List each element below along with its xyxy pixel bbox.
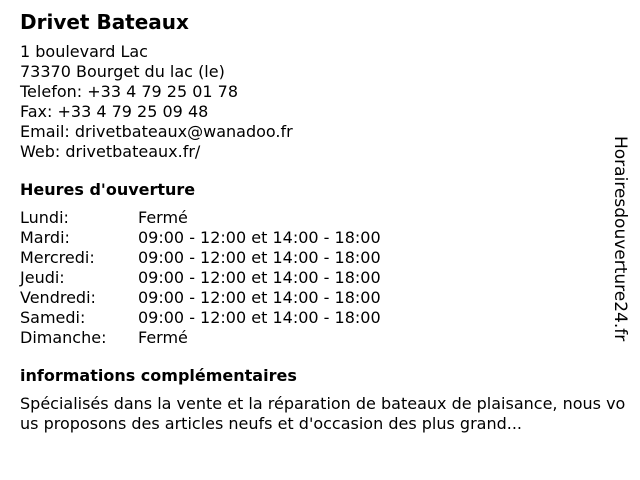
day-label: Dimanche: (20, 328, 107, 347)
hours-row (20, 248, 381, 268)
business-card (20, 8, 626, 434)
time-value: Fermé (138, 208, 188, 227)
day-label: Jeudi: (20, 268, 65, 287)
contact-block (20, 42, 620, 162)
day-label: Samedi: (20, 308, 86, 327)
phone-line: Telefon: +33 4 79 25 01 78 (20, 82, 239, 101)
hours-row (20, 328, 381, 348)
hours-row (20, 308, 381, 328)
additional-info-heading: informations complémentaires (20, 366, 297, 385)
business-name: Drivet Bateaux (20, 10, 189, 34)
hours-row (20, 288, 381, 308)
opening-hours-heading: Heures d'ouverture (20, 180, 196, 199)
time-value: 09:00 - 12:00 et 14:00 - 18:00 (138, 248, 381, 267)
time-value: 09:00 - 12:00 et 14:00 - 18:00 (138, 268, 381, 287)
email-line: Email: drivetbateaux@wanadoo.fr (20, 122, 293, 141)
address-line-1: 1 boulevard Lac (20, 42, 148, 61)
address-line-2: 73370 Bourget du lac (le) (20, 62, 225, 81)
fax-line: Fax: +33 4 79 25 09 48 (20, 102, 209, 121)
day-label: Mercredi: (20, 248, 95, 267)
web-line: Web: drivetbateaux.fr/ (20, 142, 201, 161)
hours-row (20, 228, 381, 248)
business-description: Spécialisés dans la vente et la réparation de bateaux de plaisance, nous vous proposons des articles neufs et d'occasion des plus grand... (20, 394, 626, 433)
time-value: 09:00 - 12:00 et 14:00 - 18:00 (138, 228, 381, 247)
hours-row (20, 268, 381, 288)
day-label: Lundi: (20, 208, 69, 227)
hours-row (20, 208, 381, 228)
time-value: 09:00 - 12:00 et 14:00 - 18:00 (138, 288, 381, 307)
day-label: Mardi: (20, 228, 70, 247)
site-watermark: Horairesdouverture24.fr (610, 136, 630, 342)
time-value: 09:00 - 12:00 et 14:00 - 18:00 (138, 308, 381, 327)
time-value: Fermé (138, 328, 188, 347)
day-label: Vendredi: (20, 288, 96, 307)
opening-hours-table (20, 208, 381, 348)
